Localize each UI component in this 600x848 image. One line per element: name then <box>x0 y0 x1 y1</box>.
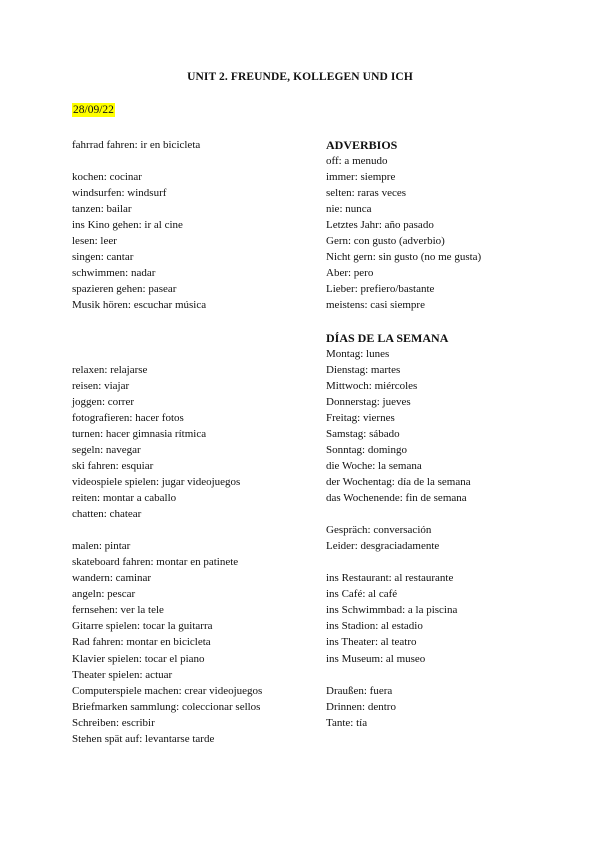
vocab-line: Mittwoch: miércoles <box>326 379 418 392</box>
vocab-line: off: a menudo <box>326 155 388 168</box>
vocab-line: Gern: con gusto (adverbio) <box>326 235 445 248</box>
page-title: UNIT 2. FREUNDE, KOLLEGEN UND ICH <box>187 71 413 83</box>
vocab-line: ins Restaurant: al restaurante <box>326 572 454 585</box>
vocab-line: chatten: chatear <box>72 508 142 521</box>
date-highlight: 28/09/22 <box>73 104 114 116</box>
vocab-line: skateboard fahren: montar en patinete <box>72 556 239 569</box>
vocab-line: Musik hören: escuchar música <box>72 299 207 312</box>
vocab-line: Schreiben: escribir <box>72 716 155 729</box>
blank-line <box>326 554 566 570</box>
vocab-line: fernsehen: ver la tele <box>72 604 164 617</box>
vocab-line: tanzen: bailar <box>72 203 132 216</box>
vocab-line: immer: siempre <box>326 171 396 184</box>
blank-line <box>72 314 322 330</box>
vocab-line: Samstag: sábado <box>326 427 400 440</box>
vocab-line: Drinnen: dentro <box>326 700 396 713</box>
vocab-line: Tante: tía <box>326 716 368 729</box>
section-heading: DÍAS DE LA SEMANA <box>326 330 449 345</box>
vocab-line: relaxen: relajarse <box>72 363 148 376</box>
vocab-line: Stehen spät auf: levantarse tarde <box>72 732 215 745</box>
vocab-line: ins Kino gehen: ir al cine <box>72 219 183 232</box>
vocab-line: Gespräch: conversación <box>326 524 432 537</box>
vocab-line: joggen: correr <box>72 395 134 408</box>
vocab-line: ins Schwimmbad: a la piscina <box>326 604 458 617</box>
vocab-line: kochen: cocinar <box>72 171 142 184</box>
blank-line <box>72 153 322 169</box>
vocab-line: segeln: navegar <box>72 443 141 456</box>
blank-line <box>326 506 566 522</box>
vocab-line: windsurfen: windsurf <box>72 187 167 200</box>
blank-line <box>72 330 322 346</box>
vocab-line: angeln: pescar <box>72 588 136 601</box>
vocab-line: selten: raras veces <box>326 187 407 200</box>
blank-line <box>326 667 566 683</box>
vocab-line: Rad fahren: montar en bicicleta <box>72 636 211 649</box>
vocab-line: Klavier spielen: tocar el piano <box>72 652 205 665</box>
vocab-line: Lieber: prefiero/bastante <box>326 283 435 296</box>
blank-line <box>326 314 566 330</box>
vocab-line: meistens: casi siempre <box>326 299 425 312</box>
vocab-line: schwimmen: nadar <box>72 267 156 280</box>
vocab-line: reisen: viajar <box>72 379 130 392</box>
vocab-line: der Wochentag: día de la semana <box>326 475 471 488</box>
vocab-line: Dienstag: martes <box>326 363 401 376</box>
vocab-line: Computerspiele machen: crear videojuegos <box>72 684 263 697</box>
vocab-line: Gitarre spielen: tocar la guitarra <box>72 620 213 633</box>
vocab-line: malen: pintar <box>72 540 131 553</box>
vocab-line: turnen: hacer gimnasia rítmica <box>72 427 207 440</box>
vocab-line: Aber: pero <box>326 267 374 280</box>
section-heading: ADVERBIOS <box>326 138 398 152</box>
vocab-line: ins Museum: al museo <box>326 652 426 665</box>
vocab-line: spazieren gehen: pasear <box>72 283 177 296</box>
vocab-line: nie: nunca <box>326 203 372 216</box>
vocab-line: reiten: montar a caballo <box>72 492 177 505</box>
vocab-line: fahrrad fahren: ir en bicicleta <box>72 139 201 151</box>
vocab-line: singen: cantar <box>72 251 134 264</box>
vocab-line: die Woche: la semana <box>326 459 422 472</box>
vocab-line: Sonntag: domingo <box>326 443 407 456</box>
vocabulary-left-column <box>72 137 322 747</box>
blank-line <box>72 522 322 538</box>
vocab-line: lesen: leer <box>72 235 117 248</box>
vocab-line: ins Café: al café <box>326 588 398 601</box>
vocab-line: Nicht gern: sin gusto (no me gusta) <box>326 251 482 264</box>
vocab-line: ins Stadion: al estadio <box>326 620 423 633</box>
vocab-line: Leider: desgraciadamente <box>326 540 440 553</box>
vocab-line: ins Theater: al teatro <box>326 636 417 649</box>
vocab-line: Freitag: viernes <box>326 411 395 424</box>
vocab-line: wandern: caminar <box>72 572 152 585</box>
blank-line <box>72 346 322 362</box>
vocab-line: fotografieren: hacer fotos <box>72 411 184 424</box>
vocab-line: Montag: lunes <box>326 347 390 360</box>
vocab-line: Draußen: fuera <box>326 684 393 697</box>
vocab-line: ski fahren: esquiar <box>72 459 154 472</box>
vocab-line: videospiele spielen: jugar videojuegos <box>72 475 241 488</box>
vocab-line: Donnerstag: jueves <box>326 395 411 408</box>
vocab-line: Theater spielen: actuar <box>72 668 173 681</box>
vocabulary-right-column <box>326 137 566 731</box>
vocab-line: Briefmarken sammlung: coleccionar sellos <box>72 700 261 713</box>
vocab-line: Letztes Jahr: año pasado <box>326 219 434 232</box>
vocab-line: das Wochenende: fin de semana <box>326 492 467 505</box>
